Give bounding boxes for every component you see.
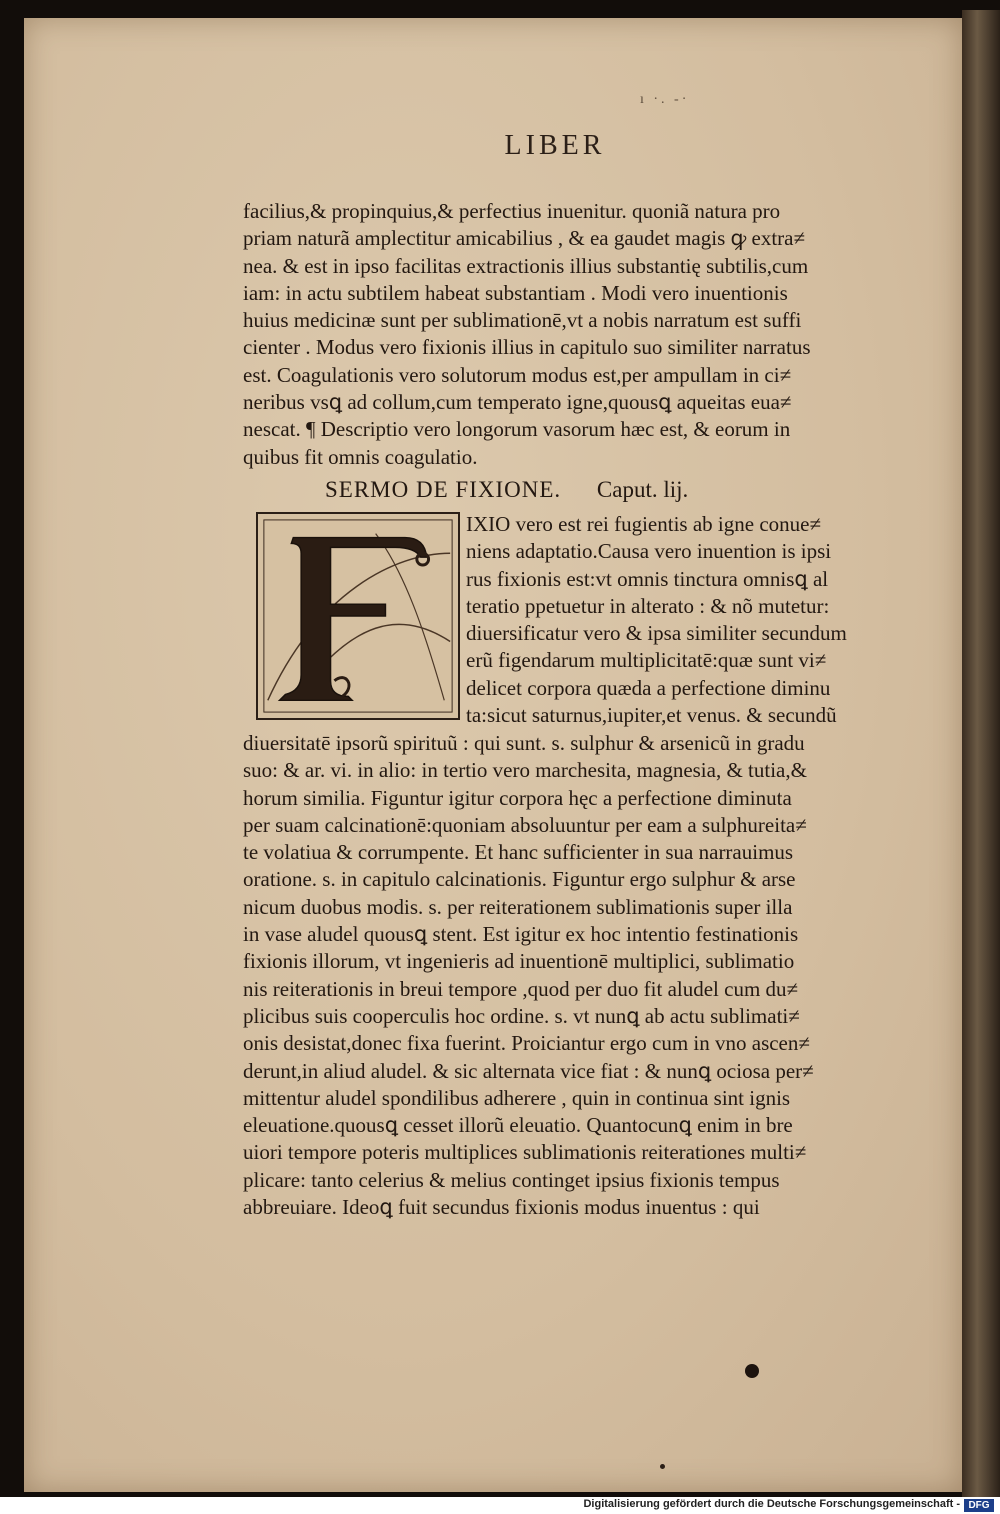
text-line: uiori tempore poteris multiplices sublimationis reiterationes multi≠ <box>243 1140 807 1165</box>
text-line: delicet corpora quæda a perfectione diminu <box>466 675 831 700</box>
text-line: in vase aludel quousꝗ stent. Est igitur ex hoc intentio festinationis <box>243 922 799 947</box>
text-line: diuersificatur vero & ipsa similiter secundum <box>466 621 847 646</box>
text-line: oratione. s. in capitulo calcinationis. Figuntur ergo sulphur & arse <box>243 867 796 892</box>
stray-marks: ı ·. ‑· <box>640 92 690 107</box>
text-line: ta:sicut saturnus,iupiter,et venus. & secundũ <box>466 703 837 728</box>
text-line: plicare: tanto celerius & melius continget ipsius fixionis tempus <box>243 1167 780 1192</box>
funding-credit: Digitalisierung gefördert durch die Deutsche Forschungsgemeinschaft - <box>583 1498 960 1510</box>
ink-speck <box>660 1464 665 1469</box>
text-line: iam: in actu subtilem habeat substantiam . Modi vero inuentionis <box>243 280 788 305</box>
running-title: LIBER <box>504 130 606 161</box>
text-line: suo: & ar. vi. in alio: in tertio vero marchesita, magnesia, & tutia,& <box>243 758 807 783</box>
text-line: diuersitatē ipsorũ spirituũ : qui sunt. s. sulphur & arsenicũ in gradu <box>243 731 805 755</box>
text-line: fixionis illorum, vt ingenieris ad inuentionē multiplici, sublimatio <box>243 949 795 974</box>
text-line: mittentur aludel spondilibus adherere , quin in continua sint ignis <box>243 1085 791 1110</box>
paragraph-1 <box>243 198 893 471</box>
text-line: huius medicinæ sunt per sublimationē,vt a nobis narratum est suffi <box>243 308 802 333</box>
text-line: nicum duobus modis. s. per reiterationem sublimationis super illa <box>243 894 793 919</box>
text-line: nis reiterationis in breui tempore ,quod per duo fit aludel cum du≠ <box>243 976 799 1001</box>
text-line: nea. & est in ipso facilitas extractionis illius substantię subtilis,cum <box>243 253 809 278</box>
text-line: erũ figendarum multiplicitatē:quæ sunt vi≠ <box>466 648 827 673</box>
text-line: priam naturã amplectitur amicabilius , & ea gaudet magis ꝙ extra≠ <box>243 226 806 251</box>
text-line: te volatiua & corrumpente. Et hanc sufficienter in sua narrauimus <box>243 840 794 865</box>
text-line: neribus vsꝗ ad collum,cum temperato igne,quousꝗ aqueitas eua≠ <box>243 390 792 415</box>
text-line: IXIO vero est rei fugientis ab igne conue≠ <box>466 512 821 536</box>
text-line: onis desistat,donec fixa fuerint. Proiciantur ergo cum in vno ascen≠ <box>243 1031 810 1056</box>
text-line: cienter . Modus vero fixionis illius in capitulo suo similiter narratus <box>243 335 811 360</box>
text-line: nescat. ¶ Descriptio vero longorum vasorum hæc est, & eorum in <box>243 417 791 442</box>
text-line: est. Coagulationis vero solutorum modus est,per ampullam in ci≠ <box>243 362 792 387</box>
ink-dot <box>745 1364 759 1378</box>
dfg-logo: DFG <box>964 1499 994 1512</box>
text-line: quibus fit omnis coagulatio. <box>243 444 478 469</box>
chapter-number: Caput. lij. <box>596 477 689 502</box>
text-line: derunt,in aliud aludel. & sic alternata vice fiat : & nunꝗ ociosa per≠ <box>243 1058 814 1083</box>
text-line: rus fixionis est:vt omnis tinctura omnisꝗ al <box>466 566 829 591</box>
text-line: abbreuiare. Ideoꝗ fuit secundus fixionis modus inuentus : qui <box>243 1195 760 1220</box>
paragraph-3 <box>243 730 893 1221</box>
text-line: horum similia. Figuntur igitur corpora hęc a perfectione diminuta <box>243 785 792 810</box>
section-heading <box>325 477 885 503</box>
text-line: eleuatione.quousꝗ cesset illorũ eleuatio. Quantocunꝗ enim in bre <box>243 1113 793 1138</box>
text-line: per suam calcinationē:quoniam absoluuntur per eam a sulphureita≠ <box>243 812 807 837</box>
text-line: plicibus suis cooperculis hoc ordine. s. vt nunꝗ ab actu sublimati≠ <box>243 1003 800 1028</box>
text-line: facilius,& propinquius,& perfectius inuenitur. quoniã natura pro <box>243 199 781 223</box>
woodcut-initial <box>256 512 460 720</box>
book-edge <box>962 10 1000 1497</box>
section-title: SERMO DE FIXIONE. <box>325 477 562 502</box>
text-line: teratio ppetuetur in alterato : & nõ mutetur: <box>466 593 830 618</box>
text-line: niens adaptatio.Causa vero inuention is ipsi <box>466 539 832 564</box>
initial-letter-f-icon <box>258 514 458 718</box>
footer-bar <box>0 1497 1000 1514</box>
paragraph-2 <box>466 511 890 729</box>
